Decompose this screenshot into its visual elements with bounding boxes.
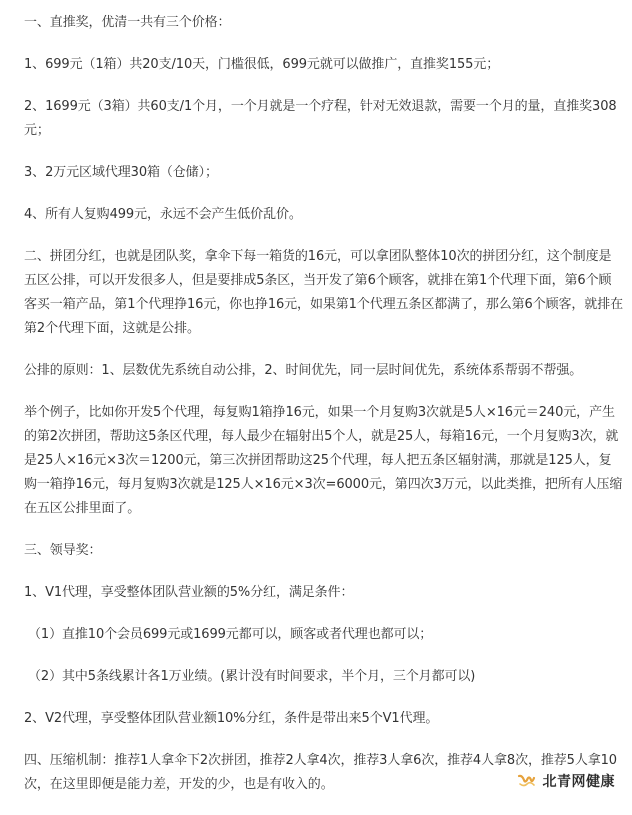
price-item-2: 2、1699元（3箱）共60支/1个月，一个月就是一个疗程，针对无效退款，需要一个月的量，直推奖308元； (24, 99, 617, 138)
v1-condition-1: （1）直推10个会员699元或1699元都可以，顾客或者代理也都可以； (28, 627, 433, 642)
public-ranking-principle: 公排的原则：1、层数优先系统自动公排，2、时间优先，同一层时间优先，系统体系帮弱不帮强。 (24, 363, 583, 378)
section-1-heading: 一、直推奖，优清一共有三个价格： (24, 15, 231, 30)
example-paragraph: 举个例子，比如你开发5个代理，每复购1箱挣16元，如果一个月复购3次就是5人×16元＝240元，产生的第2次拼团，帮助这5条区代理，每人最少在辐射出5个人，就是25人，每箱16元，一个月复购3次，就是25人×16元×3次＝1200元，第三次拼团帮助这25个代理，每人把五条区辐射满，那就是125人，复购一箱挣16元，每月复购3次就是125人×16元×3次=6000元，第四次3万元，以此类推，把所有人压缩在五区公排里面了。 (24, 405, 623, 516)
wechat-channel-icon (517, 772, 537, 790)
watermark-text: 北青网健康 (542, 774, 615, 790)
v1-condition-2: （2）其中5条线累计各1万业绩。(累计没有时间要求，半个月，三个月都可以) (28, 669, 476, 684)
price-item-1: 1、699元（1箱）共20支/10天，门槛很低，699元就可以做推广，直推奖155元； (24, 57, 500, 72)
v1-agent-item: 1、V1代理，享受整体团队营业额的5%分红，满足条件： (24, 585, 354, 600)
article-body (24, 11, 624, 815)
v2-agent-item: 2、V2代理，享受整体团队营业额10%分红，条件是带出来5个V1代理。 (24, 711, 439, 726)
price-item-3: 3、2万元区域代理30箱（仓储）； (24, 165, 218, 180)
price-item-4: 4、所有人复购499元，永远不会产生低价乱价。 (24, 207, 302, 222)
section-4-compression: 四、压缩机制：推荐1人拿伞下2次拼团，推荐2人拿4次，推荐3人拿6次，推荐4人拿8次，推荐5人拿10次，在这里即便是能力差，开发的少，也是有收入的。 (24, 753, 617, 792)
section-2-group-bonus: 二、拼团分红，也就是团队奖，拿伞下每一箱货的16元，可以拿团队整体10次的拼团分红，这个制度是五区公排，可以开发很多人，但是要排成5条区，当开发了第6个顾客，就排在第1个代理下面，第6个顾客买一箱产品，第1个代理挣16元，你也挣16元，如果第1个代理五条区都满了，那么第6个顾客，就排在第2个代理下面，这就是公排。 (24, 249, 623, 336)
section-3-heading: 三、领导奖： (24, 543, 102, 558)
source-watermark (514, 770, 619, 792)
